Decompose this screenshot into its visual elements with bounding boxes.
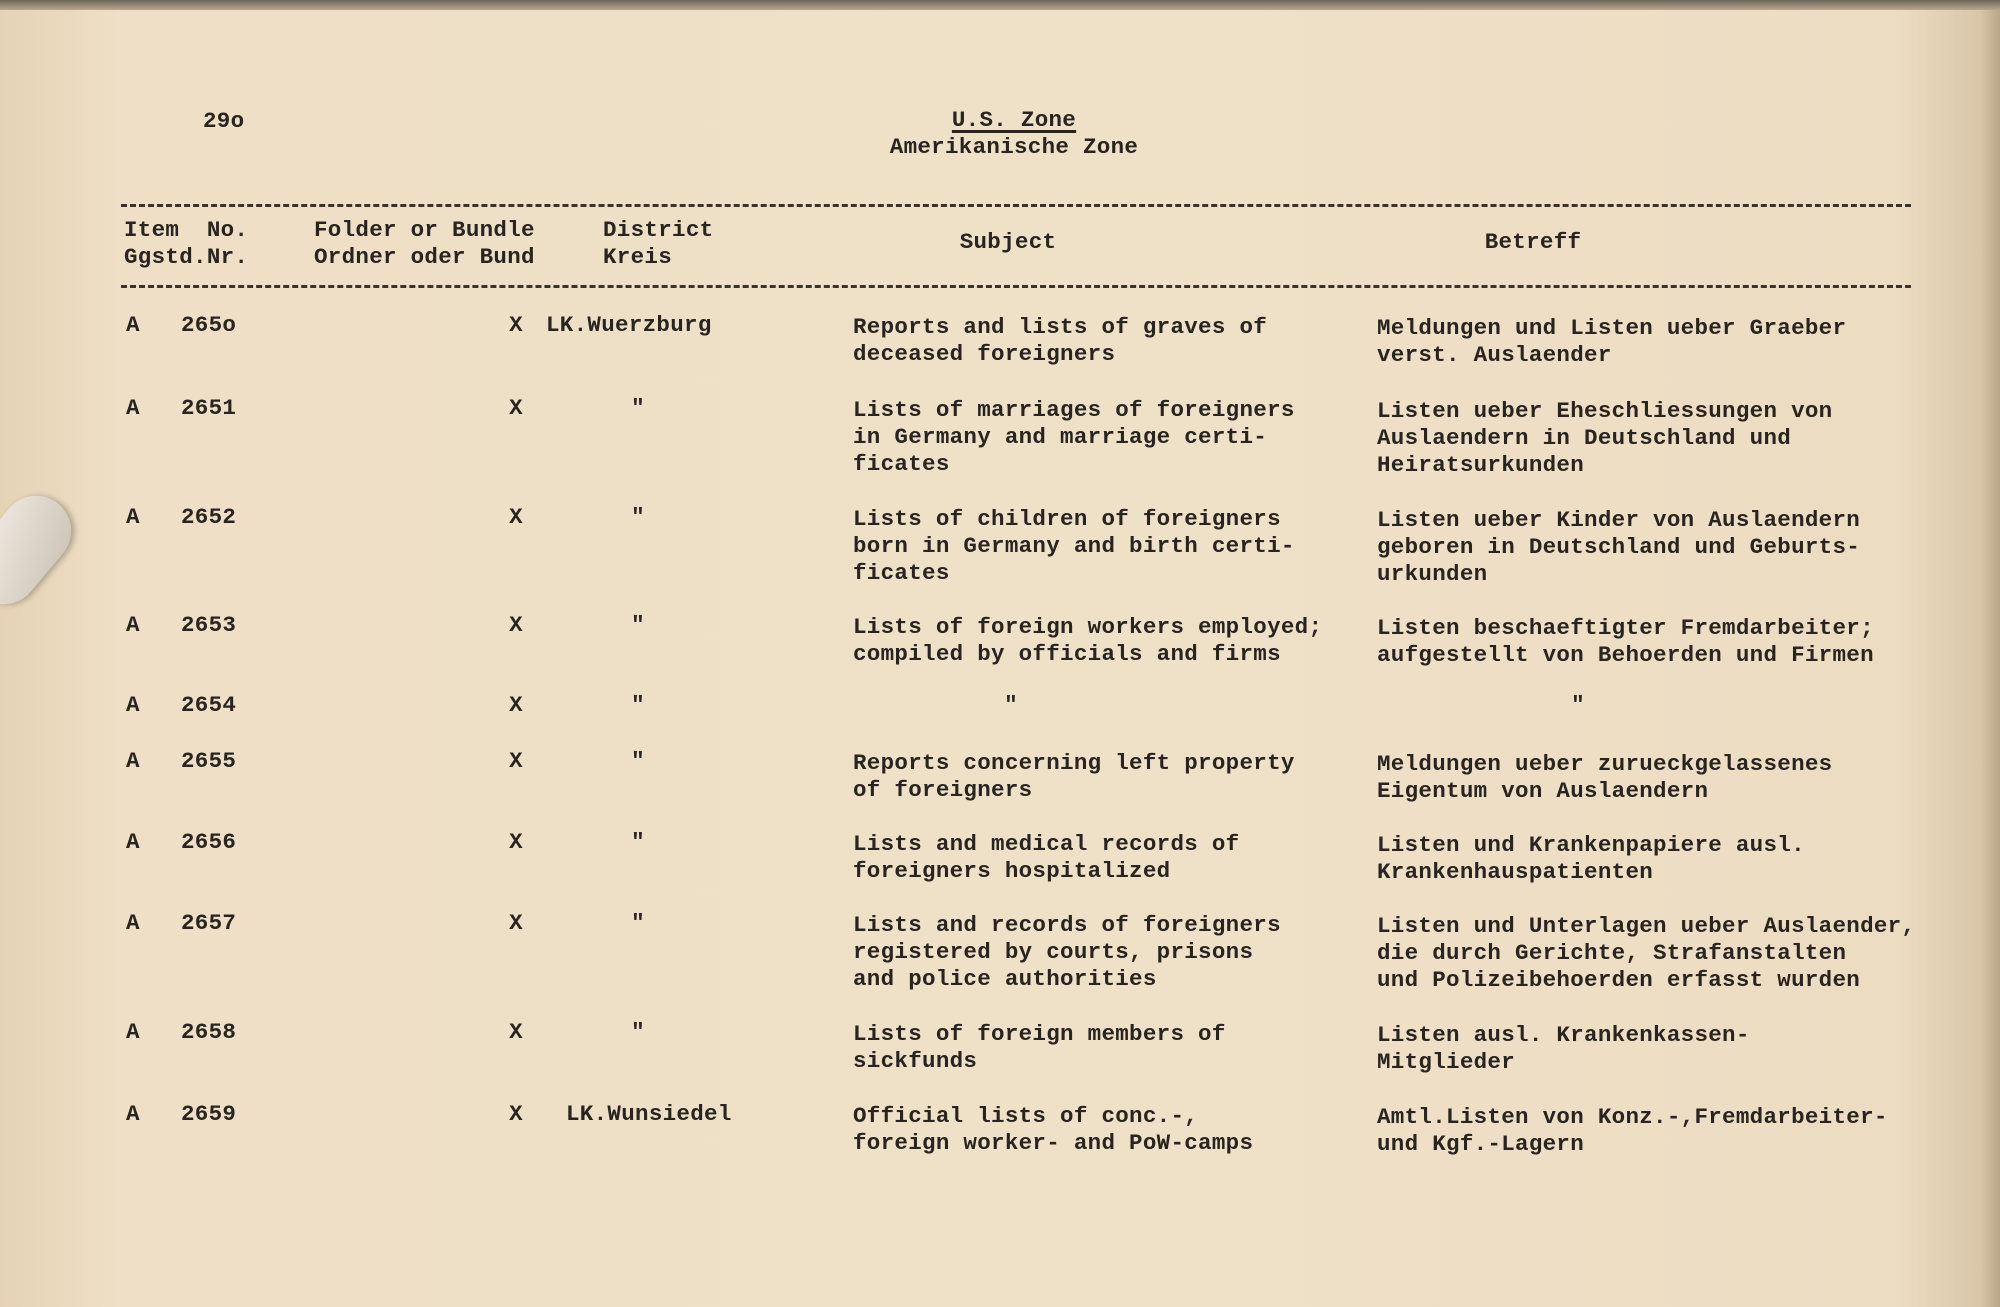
page-subtitle: Amerikanische Zone: [889, 134, 1139, 160]
item-series: A: [126, 395, 140, 421]
betreff-text: Listen beschaeftigter Fremdarbeiter; aufgestellt von Behoerden und Firmen: [1377, 615, 1874, 668]
district-ditto: ": [631, 692, 645, 718]
header-subject: Subject: [959, 229, 1057, 255]
district-ditto: ": [631, 504, 645, 530]
subject-text: Reports concerning left property of foreigners: [853, 750, 1295, 803]
district-ditto: ": [631, 1019, 645, 1045]
header-top-rule: [121, 204, 1911, 207]
betreff-text: Meldungen ueber zurueckgelassenes Eigentum von Auslaendern: [1377, 751, 1833, 804]
betreff-text: Listen und Unterlagen ueber Auslaender, die durch Gerichte, Strafanstalten und Polizeibehoerden erfasst wurden: [1377, 913, 1916, 993]
subject-text: Lists of foreign workers employed; compiled by officials and firms: [853, 614, 1323, 667]
subject-text: Lists of marriages of foreigners in Germany and marriage certi- ficates: [853, 397, 1295, 477]
district-name: LK.Wuerzburg: [546, 312, 712, 338]
header-item: Item No.: [124, 217, 249, 243]
folder-mark: X: [509, 395, 523, 421]
district-ditto: ": [631, 829, 645, 855]
item-series: A: [126, 1019, 140, 1045]
subject-text: Lists of foreign members of sickfunds: [853, 1021, 1226, 1074]
betreff-text: Meldungen und Listen ueber Graeber verst. Auslaender: [1377, 315, 1847, 368]
item-series: A: [126, 748, 140, 774]
item-number: 2656: [181, 829, 237, 855]
item-number: 265o: [181, 312, 237, 338]
subject-text: Lists and medical records of foreigners hospitalized: [853, 831, 1240, 884]
district-name: LK.Wunsiedel: [566, 1101, 732, 1127]
folder-mark: X: [509, 504, 523, 530]
item-series: A: [126, 312, 140, 338]
item-number: 2657: [181, 910, 237, 936]
item-series: A: [126, 910, 140, 936]
district-ditto: ": [631, 612, 645, 638]
header-betreff: Betreff: [1484, 229, 1582, 255]
subject-text: Lists of children of foreigners born in Germany and birth certi- ficates: [853, 506, 1295, 586]
district-ditto: ": [631, 748, 645, 774]
item-series: A: [126, 692, 140, 718]
folder-mark: X: [509, 1101, 523, 1127]
item-number: 2655: [181, 748, 237, 774]
paper-clip: [0, 482, 85, 619]
header-item-de: Ggstd.Nr.: [124, 244, 249, 270]
subject-text: Lists and records of foreigners registered by courts, prisons and police authorities: [853, 912, 1281, 992]
folder-mark: X: [509, 1019, 523, 1045]
item-series: A: [126, 1101, 140, 1127]
item-number: 2652: [181, 504, 237, 530]
page-top-edge: [0, 0, 2000, 10]
header-district: District: [603, 217, 714, 243]
betreff-text: Amtl.Listen von Konz.-,Fremdarbeiter- und Kgf.-Lagern: [1377, 1104, 1888, 1157]
item-series: A: [126, 829, 140, 855]
header-district-de: Kreis: [603, 244, 673, 270]
betreff-ditto: ": [1571, 692, 1585, 718]
item-number: 2651: [181, 395, 237, 421]
folder-mark: X: [509, 748, 523, 774]
subject-text: Official lists of conc.-, foreign worker- and PoW-camps: [853, 1103, 1254, 1156]
betreff-text: Listen ueber Eheschliessungen von Auslaendern in Deutschland und Heiratsurkunden: [1377, 398, 1833, 478]
folder-mark: X: [509, 312, 523, 338]
district-ditto: ": [631, 395, 645, 421]
subject-ditto: ": [1004, 692, 1018, 718]
folder-mark: X: [509, 692, 523, 718]
betreff-text: Listen ausl. Krankenkassen- Mitglieder: [1377, 1022, 1750, 1075]
item-series: A: [126, 612, 140, 638]
item-number: 2653: [181, 612, 237, 638]
folder-mark: X: [509, 910, 523, 936]
item-number: 2658: [181, 1019, 237, 1045]
betreff-text: Listen ueber Kinder von Auslaendern geboren in Deutschland und Geburts- urkunden: [1377, 507, 1861, 587]
page-title: U.S. Zone: [951, 107, 1077, 133]
betreff-text: Listen und Krankenpapiere ausl. Krankenhauspatienten: [1377, 832, 1805, 885]
header-bottom-rule: [121, 285, 1911, 288]
item-series: A: [126, 504, 140, 530]
header-folder-de: Ordner oder Bund: [314, 244, 535, 270]
item-number: 2659: [181, 1101, 237, 1127]
header-folder: Folder or Bundle: [314, 217, 535, 243]
district-ditto: ": [631, 910, 645, 936]
page-number: 29o: [203, 108, 245, 134]
subject-text: Reports and lists of graves of deceased foreigners: [853, 314, 1268, 367]
item-number: 2654: [181, 692, 237, 718]
folder-mark: X: [509, 829, 523, 855]
folder-mark: X: [509, 612, 523, 638]
